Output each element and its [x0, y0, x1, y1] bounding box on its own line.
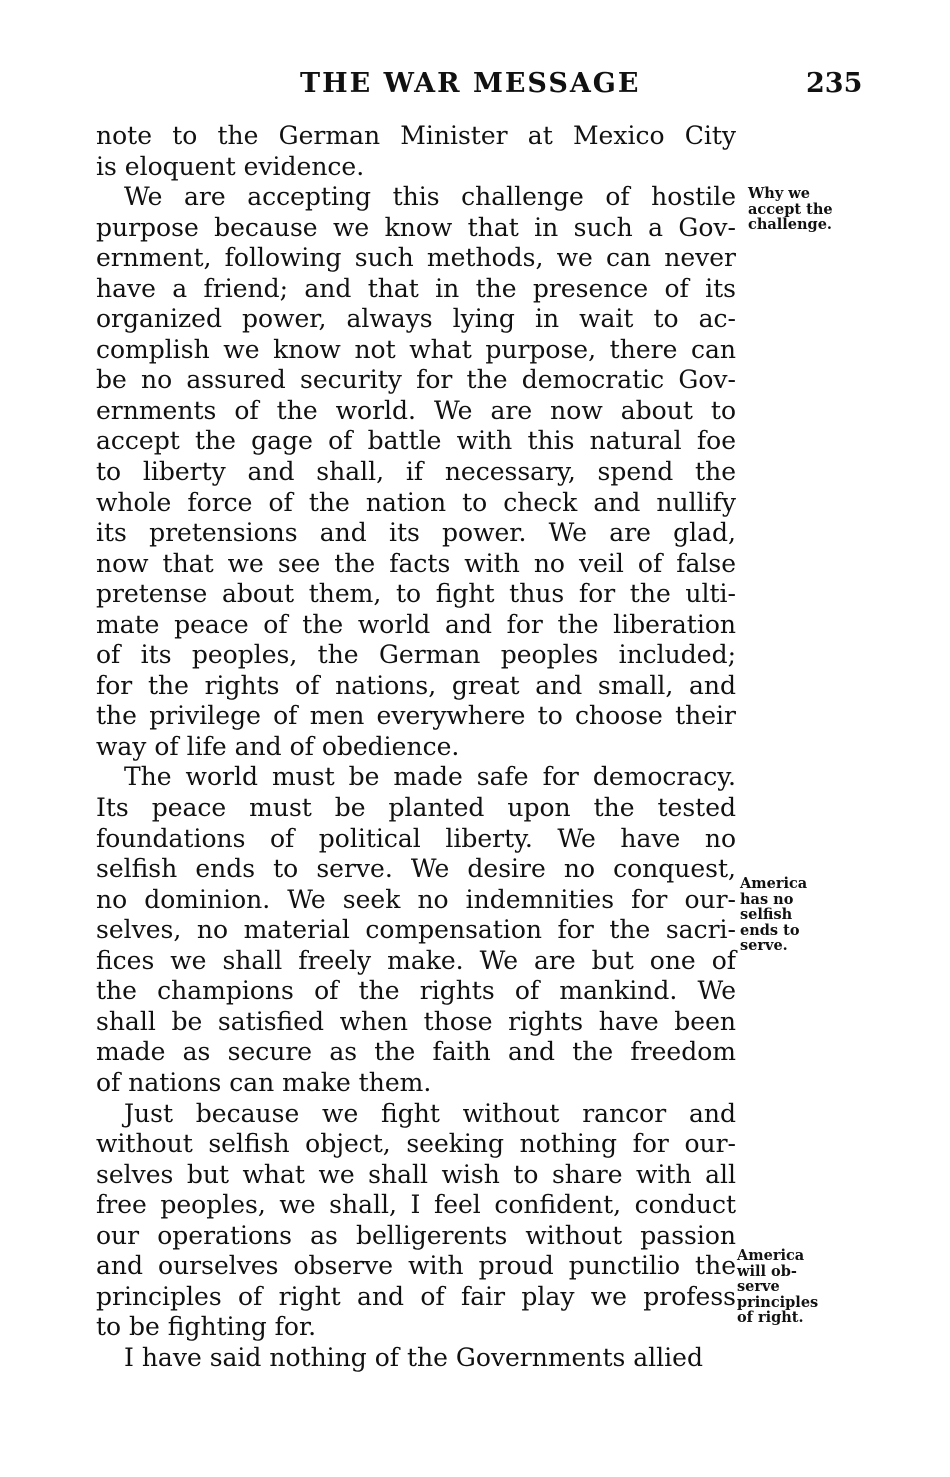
text-line: the champions of the rights of mankind. We — [96, 976, 736, 1006]
body-text — [96, 121, 736, 1373]
text-line: I have said nothing of the Governments allied — [124, 1342, 703, 1372]
text-line: the privilege of men everywhere to choose their — [96, 701, 736, 731]
margin-note-line: America — [737, 1247, 805, 1264]
text-line: selves, no material compensation for the sacri- — [96, 915, 736, 945]
text-line: whole force of the nation to check and nullify — [96, 487, 736, 517]
margin-note-line: challenge. — [748, 216, 832, 233]
text-line: pretense about them, to fight thus for the ulti- — [96, 579, 736, 609]
text-line: selfish ends to serve. We desire no conquest, — [96, 854, 736, 884]
text-line: fices we shall freely make. We are but one of — [96, 945, 736, 975]
text-line: shall be satisfied when those rights have been — [96, 1006, 736, 1036]
text-line: purpose because we know that in such a Gov- — [96, 212, 736, 242]
text-line: We are accepting this challenge of hostile — [124, 182, 736, 212]
text-line: of its peoples, the German peoples included; — [96, 640, 736, 670]
text-line: is eloquent evidence. — [96, 151, 365, 181]
text-line: ernments of the world. We are now about to — [96, 395, 736, 425]
text-line: have a friend; and that in the presence of its — [96, 273, 736, 303]
margin-note-line: serve. — [740, 937, 788, 954]
margin-note-line: serve — [737, 1278, 780, 1295]
text-line: no dominion. We seek no indemnities for our- — [96, 884, 736, 914]
text-line: be no assured security for the democratic Gov- — [96, 365, 736, 395]
page-number: 235 — [806, 68, 863, 99]
margin-note-line: America — [740, 875, 808, 892]
text-line: our operations as belligerents without passion — [96, 1220, 736, 1250]
margin-note-line: will ob- — [737, 1262, 797, 1280]
text-line: way of life and of obedience. — [96, 731, 460, 761]
margin-note-line: Why we — [748, 185, 811, 202]
margin-note-line: selfish — [740, 906, 793, 923]
text-line: complish we know not what purpose, there can — [96, 334, 736, 364]
text-line: note to the German Minister at Mexico City — [96, 121, 736, 150]
margin-note-line: has no — [740, 890, 794, 908]
text-line: to liberty and shall, if necessary, spend the — [96, 457, 736, 487]
text-line: free peoples, we shall, I feel confident, conduct — [96, 1190, 736, 1220]
page-header — [0, 68, 950, 108]
margin-note-line: ends to — [740, 921, 800, 939]
text-line: of nations can make them. — [96, 1067, 432, 1097]
margin-note-principles — [737, 1248, 818, 1326]
text-line: mate peace of the world and for the liberation — [96, 609, 736, 639]
running-title: THE WAR MESSAGE — [300, 68, 641, 99]
margin-note-line: principles — [737, 1293, 819, 1311]
text-line: selves but what we shall wish to share with all — [96, 1159, 736, 1189]
text-line: its pretensions and its power. We are glad, — [96, 518, 736, 548]
margin-note-challenge — [748, 186, 833, 233]
text-line: for the rights of nations, great and small, and — [96, 670, 736, 700]
text-line: principles of right and of fair play we profess — [96, 1281, 736, 1311]
text-line: made as secure as the faith and the freedom — [96, 1037, 736, 1067]
text-line: to be fighting for. — [96, 1312, 317, 1342]
text-line: and ourselves observe with proud punctilio the — [96, 1251, 736, 1281]
text-line: ernment, following such methods, we can never — [96, 243, 736, 273]
margin-note-line: of right. — [737, 1309, 804, 1326]
text-line: The world must be made safe for democracy. — [124, 762, 736, 792]
text-line: accept the gage of battle with this natural foe — [96, 426, 736, 456]
margin-note-selfish — [740, 876, 807, 954]
text-line: foundations of political liberty. We have no — [96, 823, 736, 853]
text-line: organized power, always lying in wait to ac- — [96, 304, 736, 334]
text-line: without selfish object, seeking nothing for our- — [96, 1129, 736, 1159]
text-line: Just because we fight without rancor and — [124, 1098, 736, 1128]
text-line: Its peace must be planted upon the tested — [96, 793, 736, 823]
text-line: now that we see the facts with no veil of false — [96, 548, 736, 578]
margin-note-line: accept the — [748, 200, 833, 218]
